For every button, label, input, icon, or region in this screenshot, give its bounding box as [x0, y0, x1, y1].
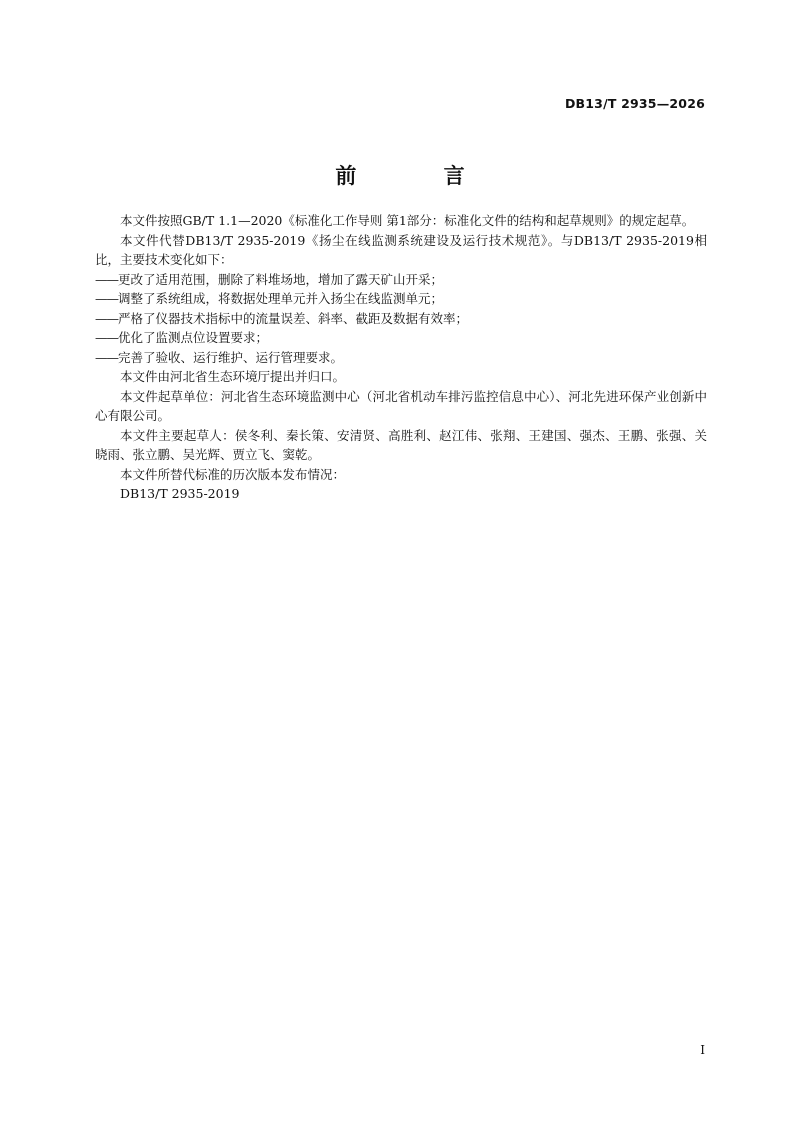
page-title: 前 言: [335, 164, 505, 188]
change-item: [95, 309, 707, 329]
dash-mark: ——: [95, 310, 118, 326]
change-item-text: 完善了验收、运行维护、运行管理要求。: [118, 349, 344, 365]
paragraph-replacement: 本文件代替DB13/T 2935-2019《扬尘在线监测系统建设及运行技术规范》。与DB13/T 2935-2019相比，主要技术变化如下：: [95, 232, 707, 267]
dash-mark: ——: [95, 271, 118, 287]
change-item-text: 调整了系统组成，将数据处理单元并入扬尘在线监测单元；: [118, 291, 444, 306]
paragraph-drafters: 本文件主要起草人：侯冬利、秦长策、安清贤、高胜利、赵江伟、张翔、王建国、强杰、王鹏、张强、关晓雨、张立鹏、吴光辉、贾立飞、窦乾。: [95, 427, 707, 462]
dash-mark: ——: [95, 330, 118, 345]
paragraph-proposer: 本文件由河北省生态环境厅提出并归口。: [120, 369, 346, 384]
change-item-text: 更改了适用范围，删除了料堆场地，增加了露天矿山开采；: [118, 271, 444, 287]
change-item: [95, 289, 707, 309]
paragraph-history-label: 本文件所替代标准的历次版本发布情况：: [120, 466, 346, 482]
change-item-text: 优化了监测点位设置要求；: [118, 330, 269, 345]
paragraph-drafting-units: 本文件起草单位：河北省生态环境监测中心（河北省机动车排污监控信息中心）、河北先进环保产业创新中心有限公司。: [95, 388, 707, 423]
dash-mark: ——: [95, 349, 118, 365]
change-item: [95, 348, 707, 368]
change-item-text: 严格了仪器技术指标中的流量误差、斜率、截距及数据有效率；: [118, 310, 469, 326]
change-item: [95, 270, 707, 290]
foreword-body: [95, 211, 707, 504]
paragraph-drafting-basis: 本文件按照GB/T 1.1—2020《标准化工作导则 第1部分：标准化文件的结构和起草规则》的规定起草。: [120, 213, 695, 228]
history-version-item: DB13/T 2935-2019: [120, 486, 240, 501]
dash-mark: ——: [95, 291, 118, 306]
page-number: I: [700, 1043, 705, 1057]
document-code: DB13/T 2935—2026: [564, 96, 705, 111]
change-item: [95, 328, 707, 348]
